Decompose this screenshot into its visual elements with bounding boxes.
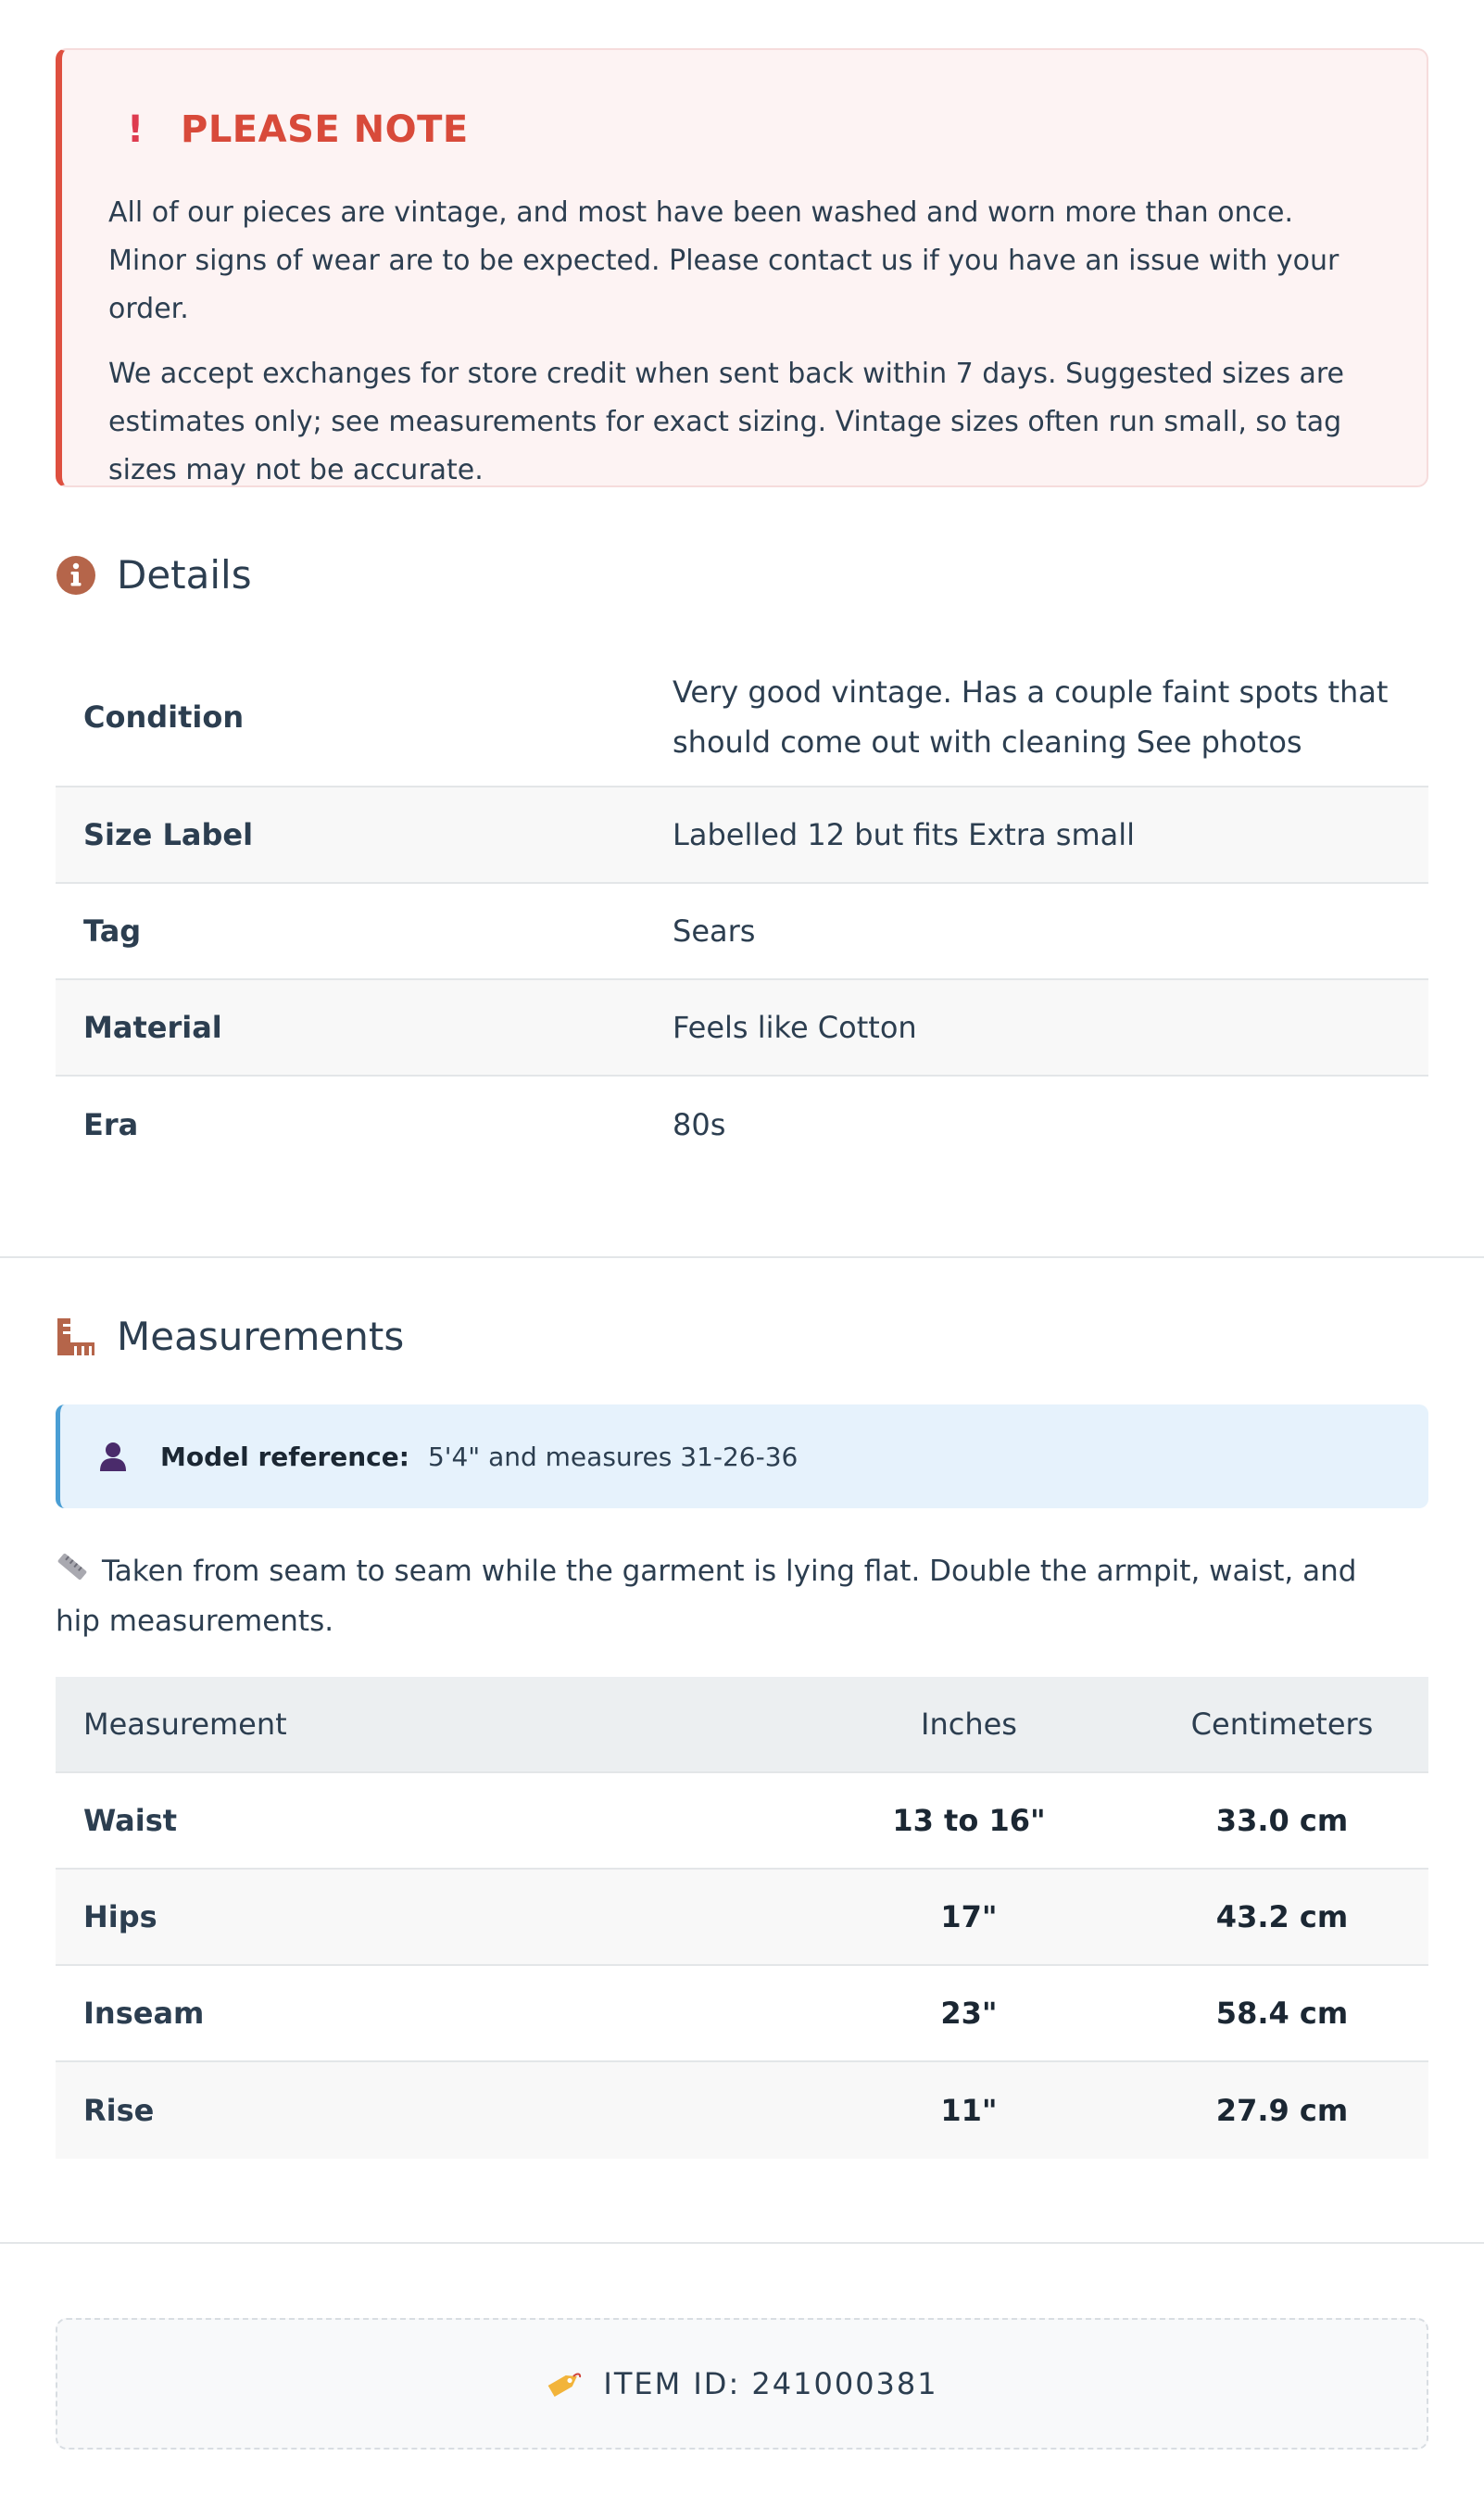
details-heading [56,552,252,598]
notice-box [56,48,1428,487]
model-reference-value: 5'4" and measures 31-26-36 [427,1441,799,1472]
tag-icon [546,2368,583,2400]
ruler-icon [56,1316,96,1357]
details-row-label: Material [83,1010,222,1045]
table-row-waist [56,1773,1428,1870]
measurement-name: Hips [83,1899,157,1934]
measurement-inches: 11" [940,2093,998,2128]
details-row-value: 80s [673,1107,726,1142]
details-row-label: Era [83,1107,139,1142]
notice-paragraph-1: All of our pieces are vintage, and most have been washed and worn more than once. Minor signs of wear are to be expected. Please contact us if you have an issue with your order. [108,196,1339,325]
details-row-label: Tag [83,913,142,949]
details-row-material [56,980,1428,1077]
measurements-title: Measurements [117,1314,405,1359]
measurement-inches: 23" [940,1996,998,2031]
person-icon [97,1441,129,1472]
measurement-note [56,1547,1390,1645]
details-row-value: Feels like Cotton [673,1010,917,1045]
item-id-box [56,2318,1428,2450]
measurement-cm: 58.4 cm [1215,1996,1349,2031]
item-id-text: ITEM ID: 241000381 [603,2366,938,2401]
details-table [56,649,1428,1173]
notice-header [108,104,1378,156]
measurements-table [56,1677,1428,2159]
ruler-small-icon [56,1549,89,1597]
details-row-tag [56,884,1428,980]
exclamation-icon: ! [127,108,145,151]
details-title: Details [117,552,252,598]
details-row-value: Very good vintage. Has a couple faint spots that should come out with cleaning See photos [673,674,1389,760]
details-row-label: Size Label [83,817,254,852]
measurement-inches: 17" [940,1899,998,1934]
measurement-cm: 43.2 cm [1215,1899,1349,1934]
notice-paragraph-2: We accept exchanges for store credit when sent back within 7 days. Suggested sizes are estimates only; see measurements for exact sizing. Vintage sizes often run small, so tag sizes may not be accurate. [108,358,1345,486]
details-row-era [56,1077,1428,1173]
measurement-name: Rise [83,2093,155,2128]
model-reference [56,1404,1428,1508]
details-row-size-label [56,787,1428,884]
details-row-value: Sears [673,913,756,949]
table-row-rise [56,2062,1428,2159]
measurements-heading [56,1314,404,1359]
section-divider [0,2242,1484,2244]
section-divider [0,1256,1484,1258]
details-row-label: Condition [83,699,245,735]
measurement-name: Inseam [83,1996,205,2031]
measurement-cm: 33.0 cm [1215,1803,1349,1838]
details-row-value: Labelled 12 but fits Extra small [673,817,1136,852]
column-header-measurement: Measurement [83,1707,287,1742]
details-row-condition [56,649,1428,787]
table-header-row [56,1677,1428,1773]
column-header-centimeters: Centimeters [1190,1707,1374,1742]
column-header-inches: Inches [921,1707,1017,1742]
measurement-name: Waist [83,1803,178,1838]
measurement-inches: 13 to 16" [892,1803,1046,1838]
measurement-cm: 27.9 cm [1215,2093,1349,2128]
table-row-hips [56,1870,1428,1966]
measurement-note-text: Taken from seam to seam while the garment is lying flat. Double the armpit, waist, and hip measurements. [56,1555,1357,1638]
table-row-inseam [56,1966,1428,2062]
notice-title: PLEASE NOTE [181,108,469,151]
model-reference-label: Model reference: [160,1441,409,1472]
info-icon [56,555,96,596]
